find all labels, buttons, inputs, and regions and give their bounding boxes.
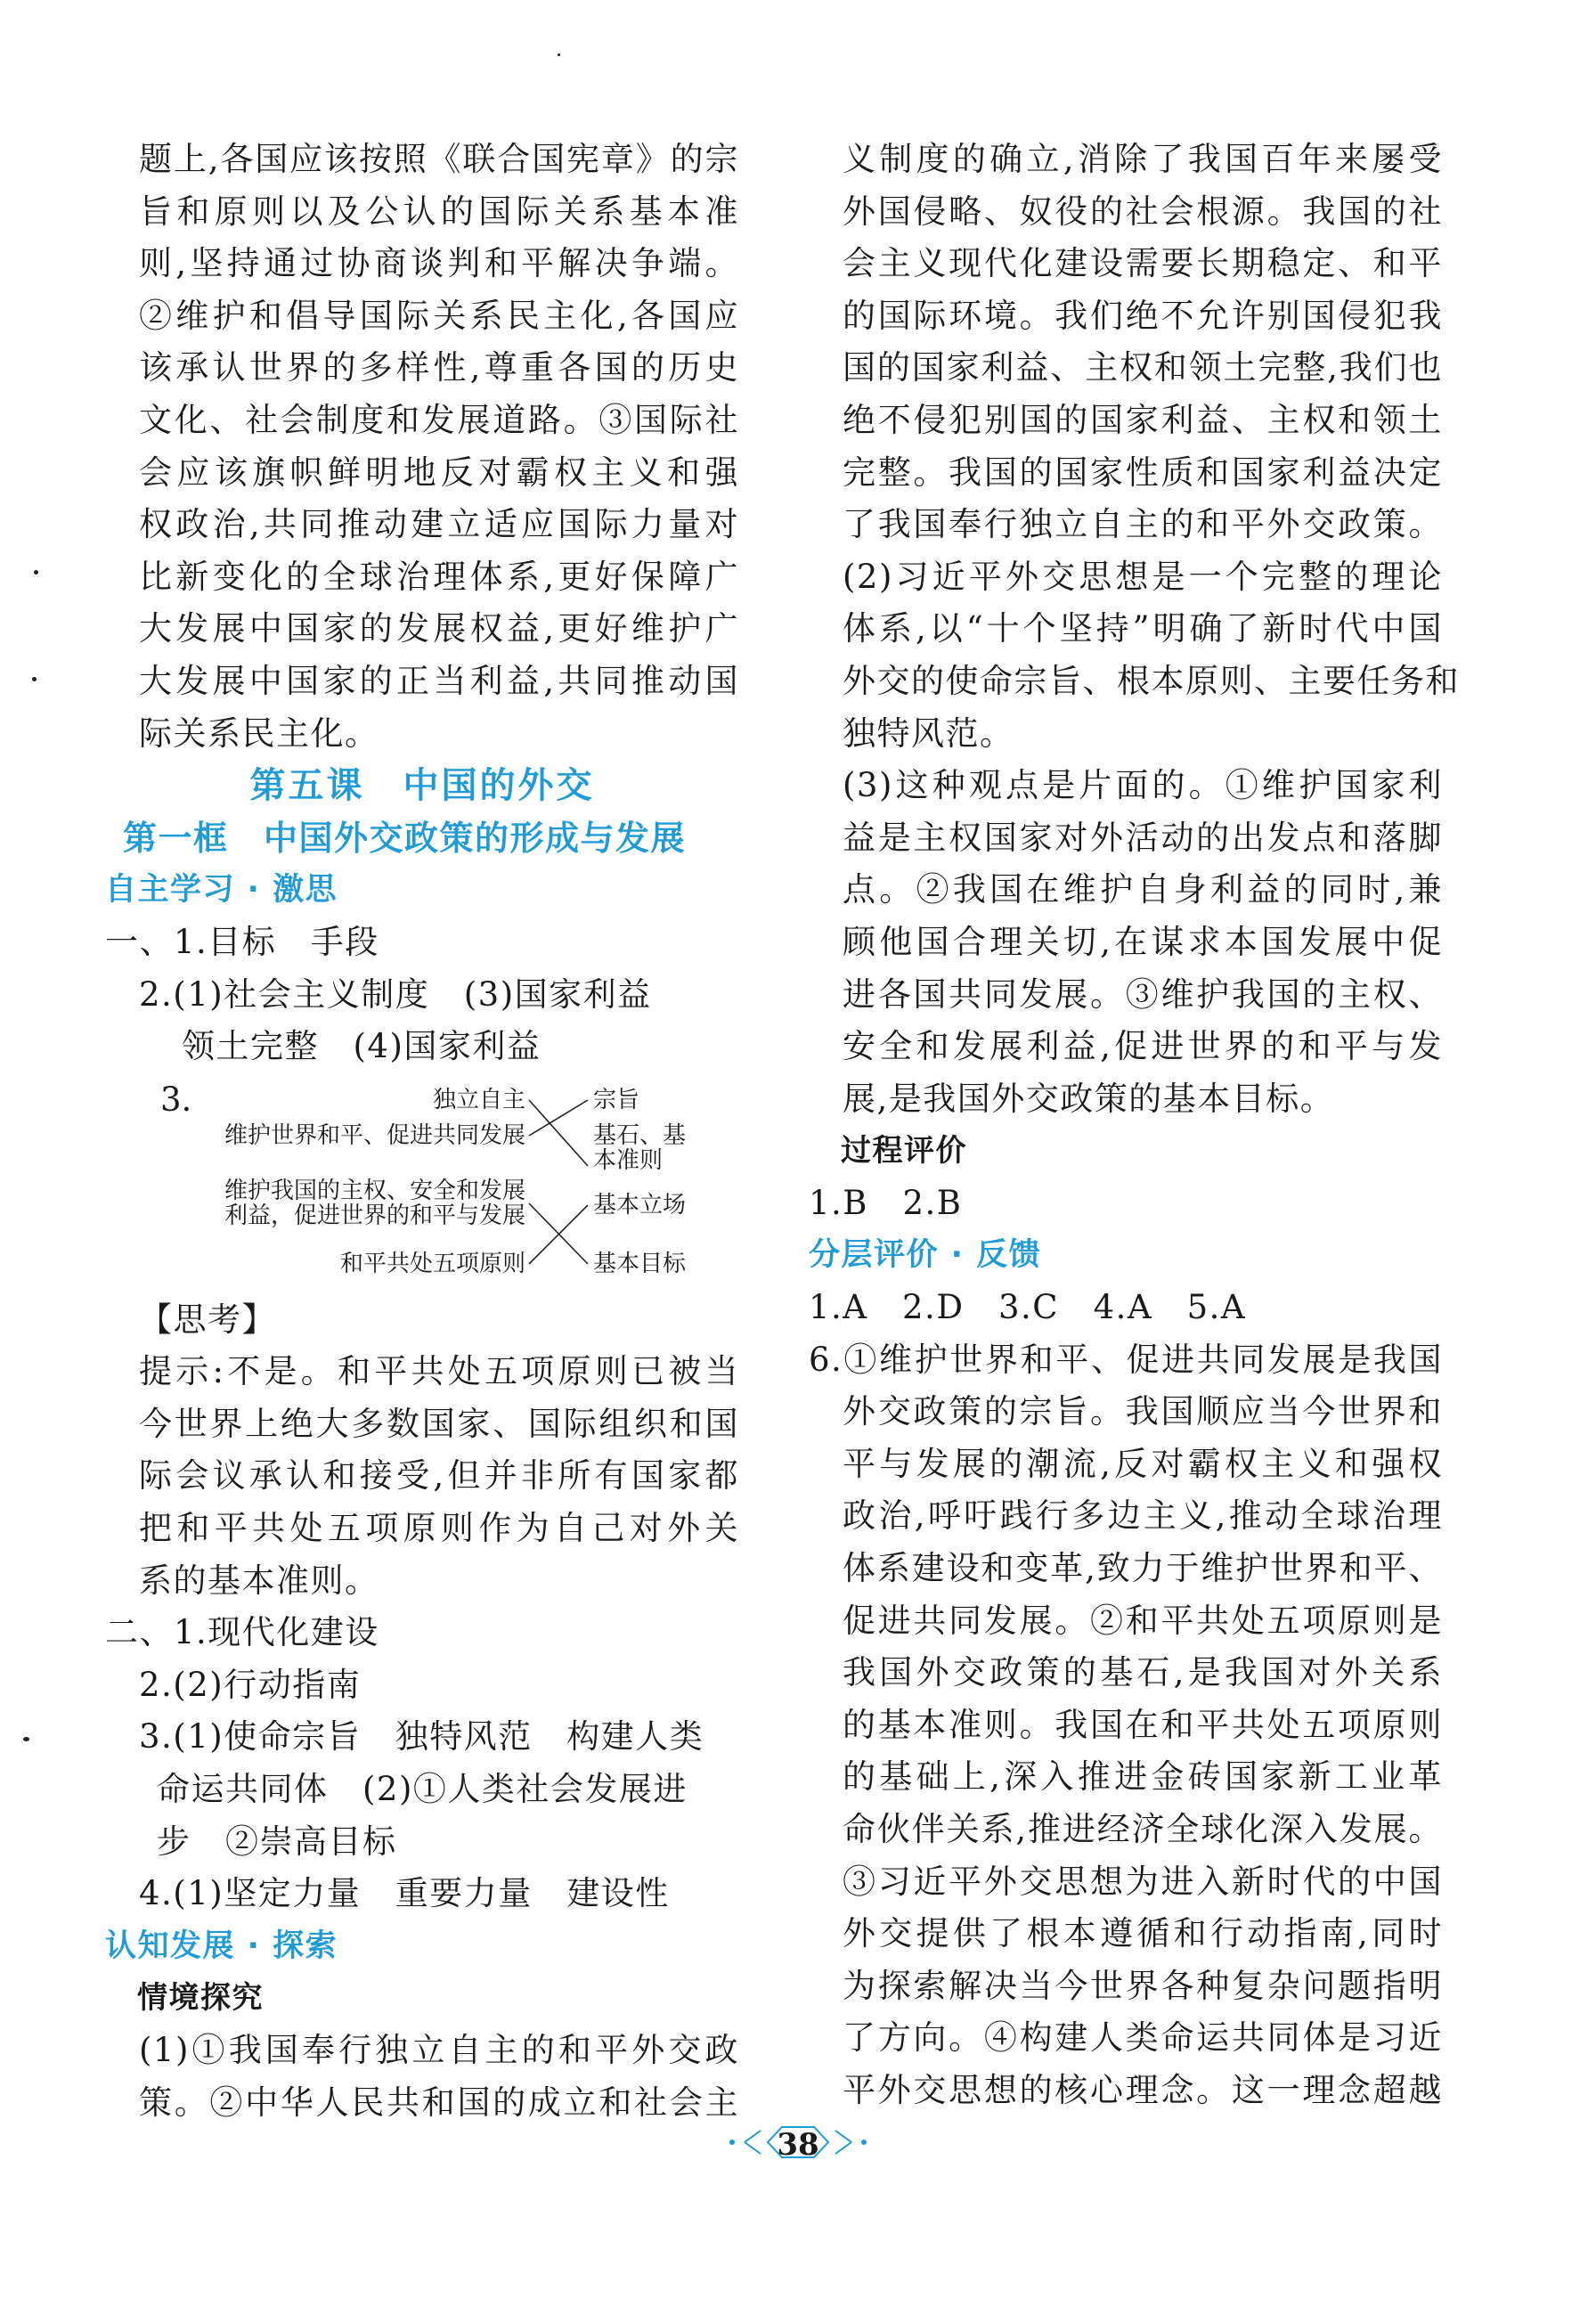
text-line: 点。②我国在维护自身利益的同时,兼: [843, 870, 1443, 909]
text-line: 益是主权国家对外活动的出发点和落脚: [843, 818, 1443, 857]
page-number: 38: [777, 2127, 819, 2163]
section-heading: 自主学习 · 激思: [105, 872, 338, 909]
match-left-item: 维护世界和平、促进共同发展: [224, 1121, 525, 1149]
text-line: 的国际环境。我们绝不允许别国侵犯我: [843, 296, 1443, 335]
text-line: 策。②中华人民共和国的成立和社会主: [139, 2083, 739, 2122]
answer-line: 3.(1)使命宗旨 独特风范 构建人类: [139, 1717, 704, 1757]
text-line: 把和平共处五项原则作为自己对外关: [139, 1509, 739, 1548]
answer-line: 二、1.现代化建设: [105, 1613, 379, 1652]
match-left-item: 独立自主: [432, 1086, 525, 1113]
text-line: (2)习近平外交思想是一个完整的理论: [843, 557, 1443, 596]
match-left-item: 和平共处五项原则: [339, 1250, 525, 1277]
answer-line: 2.(1)社会主义制度 (3)国家利益: [139, 974, 652, 1014]
text-line: 完整。我国的国家性质和国家利益决定: [843, 452, 1443, 492]
text-line: 系的基本准则。: [139, 1561, 379, 1600]
text-line: ③习近平外交思想为进入新时代的中国: [843, 1862, 1443, 1901]
left-column: [105, 134, 739, 2129]
text-line: 文化、社会制度和发展道路。③国际社: [139, 400, 739, 439]
text-line: 际会议承认和接受,但并非所有国家都: [139, 1456, 739, 1496]
text-line: 大发展中国家的发展权益,更好维护广: [139, 609, 739, 648]
text-line: (1)①我国奉行独立自主的和平外交政: [139, 2031, 739, 2069]
text-line: 独特风范。: [843, 713, 1014, 753]
subsection-heading: 过程评价: [841, 1133, 967, 1170]
text-line: 提示:不是。和平共处五项原则已被当: [139, 1352, 739, 1391]
answer-line: 4.(1)坚定力量 重要力量 建设性: [139, 1874, 670, 1913]
text-line: 促进共同发展。②和平共处五项原则是: [843, 1601, 1443, 1640]
scan-speck: [558, 53, 560, 56]
section-heading: 认知发展 · 探索: [105, 1928, 338, 1964]
answer-line: 领土完整 (4)国家利益: [182, 1027, 542, 1066]
text-line: 权政治,共同推动建立适应国际力量对: [139, 505, 739, 544]
answer-line: 1.B 2.B: [809, 1183, 963, 1222]
matching-diagram: [105, 1077, 739, 1291]
text-line: 比新变化的全球治理体系,更好保障广: [139, 557, 739, 596]
think-label: 【思考】: [139, 1300, 276, 1339]
text-line: 安全和发展利益,促进世界的和平与发: [843, 1027, 1443, 1066]
text-line: 该承认世界的多样性,尊重各国的历史: [139, 348, 739, 387]
text-line: 国的国家利益、主权和领土完整,我们也: [843, 348, 1443, 387]
text-line: 平外交思想的核心理念。这一理念超越: [843, 2070, 1443, 2109]
text-line: 今世界上绝大多数国家、国际组织和国: [139, 1404, 739, 1443]
answer-line: 命运共同体 (2)①人类社会发展进: [157, 1770, 688, 1809]
scan-speck: [32, 677, 37, 681]
text-line: 顾他国合理关切,在谋求本国发展中促: [843, 922, 1443, 961]
match-right-item: 基石、基 本准则: [593, 1121, 687, 1174]
text-line: 外国侵略、奴役的社会根源。我国的社: [843, 192, 1443, 231]
text-line: (3)这种观点是片面的。①维护国家利: [843, 766, 1443, 805]
text-line: 际关系民主化。: [139, 713, 379, 753]
text-line: 为探索解决当今世界各种复杂问题指明: [843, 1966, 1443, 2005]
answer-line: 步 ②崇高目标: [157, 1822, 397, 1861]
text-line: 则,坚持通过协商谈判和平解决争端。: [139, 244, 739, 283]
text-line: 外交政策的宗旨。我国顺应当今世界和: [843, 1392, 1443, 1431]
text-line: 体系,以“十个坚持”明确了新时代中国: [843, 609, 1443, 648]
item-number: 3.: [160, 1080, 192, 1119]
text-line: 的基础上,深入推进金砖国家新工业革: [843, 1757, 1443, 1797]
text-line: 政治,呼吁践行多边主义,推动全球治理: [843, 1496, 1443, 1536]
text-line: 体系建设和变革,致力于维护世界和平、: [843, 1549, 1443, 1588]
match-left-item: 维护我国的主权、安全和发展 利益，促进世界的和平与发展: [224, 1177, 525, 1229]
text-line: 会应该旗帜鲜明地反对霸权主义和强: [139, 452, 739, 492]
scan-speck: [23, 1737, 29, 1741]
right-column: [809, 134, 1460, 2117]
text-line: 的基本准则。我国在和平共处五项原则: [843, 1705, 1443, 1744]
text-line: 外交提供了根本遵循和行动指南,同时: [843, 1914, 1443, 1953]
text-line: 外交的使命宗旨、根本原则、主要任务和: [843, 661, 1460, 700]
answer-line: 2.(2)行动指南: [139, 1665, 362, 1704]
text-line: 旨和原则以及公认的国际关系基本准: [139, 192, 739, 231]
section-heading: 分层评价 · 反馈: [809, 1237, 1042, 1274]
text-line: 平与发展的潮流,反对霸权主义和强权: [843, 1444, 1443, 1483]
match-right-item: 基本目标: [593, 1250, 687, 1277]
text-line: 我国外交政策的基石,是我国对外关系: [843, 1653, 1443, 1692]
text-line: 绝不侵犯别国的国家利益、主权和领土: [843, 400, 1443, 439]
text-line: 会主义现代化建设需要长期稳定、和平: [843, 244, 1443, 283]
text-line: ②维护和倡导国际关系民主化,各国应: [139, 296, 739, 335]
text-line: 义制度的确立,消除了我国百年来屡受: [843, 140, 1443, 178]
match-lines: [105, 1077, 739, 1291]
answer-line: 一、1.目标 手段: [105, 922, 379, 961]
text-line: 了方向。④构建人类命运共同体是习近: [843, 2018, 1443, 2058]
match-line: [529, 1100, 588, 1136]
text-line: 进各国共同发展。③维护我国的主权、: [843, 974, 1443, 1014]
subsection-heading: 情境探究: [137, 1980, 264, 2017]
text-line: 题上,各国应该按照《联合国宪章》的宗: [139, 140, 739, 178]
answer-line: 1.A 2.D 3.C 4.A 5.A: [809, 1288, 1247, 1327]
frame-title: 第一框 中国外交政策的形成与发展: [123, 817, 687, 858]
match-line: [529, 1100, 588, 1166]
text-line: 了我国奉行独立自主的和平外交政策。: [843, 505, 1443, 544]
scan-speck: [34, 570, 38, 575]
lesson-title: 第五课 中国的外交: [249, 764, 595, 807]
text-line: 命伙伴关系,推进经济全球化深入发展。: [843, 1810, 1443, 1848]
match-right-item: 基本立场: [593, 1191, 687, 1219]
text-line: 展,是我国外交政策的基本目标。: [843, 1079, 1335, 1118]
text-line: 大发展中国家的正当利益,共同推动国: [139, 661, 739, 700]
text-line: 6.①维护世界和平、促进共同发展是我国: [809, 1340, 1443, 1379]
match-right-item: 宗旨: [593, 1086, 640, 1113]
